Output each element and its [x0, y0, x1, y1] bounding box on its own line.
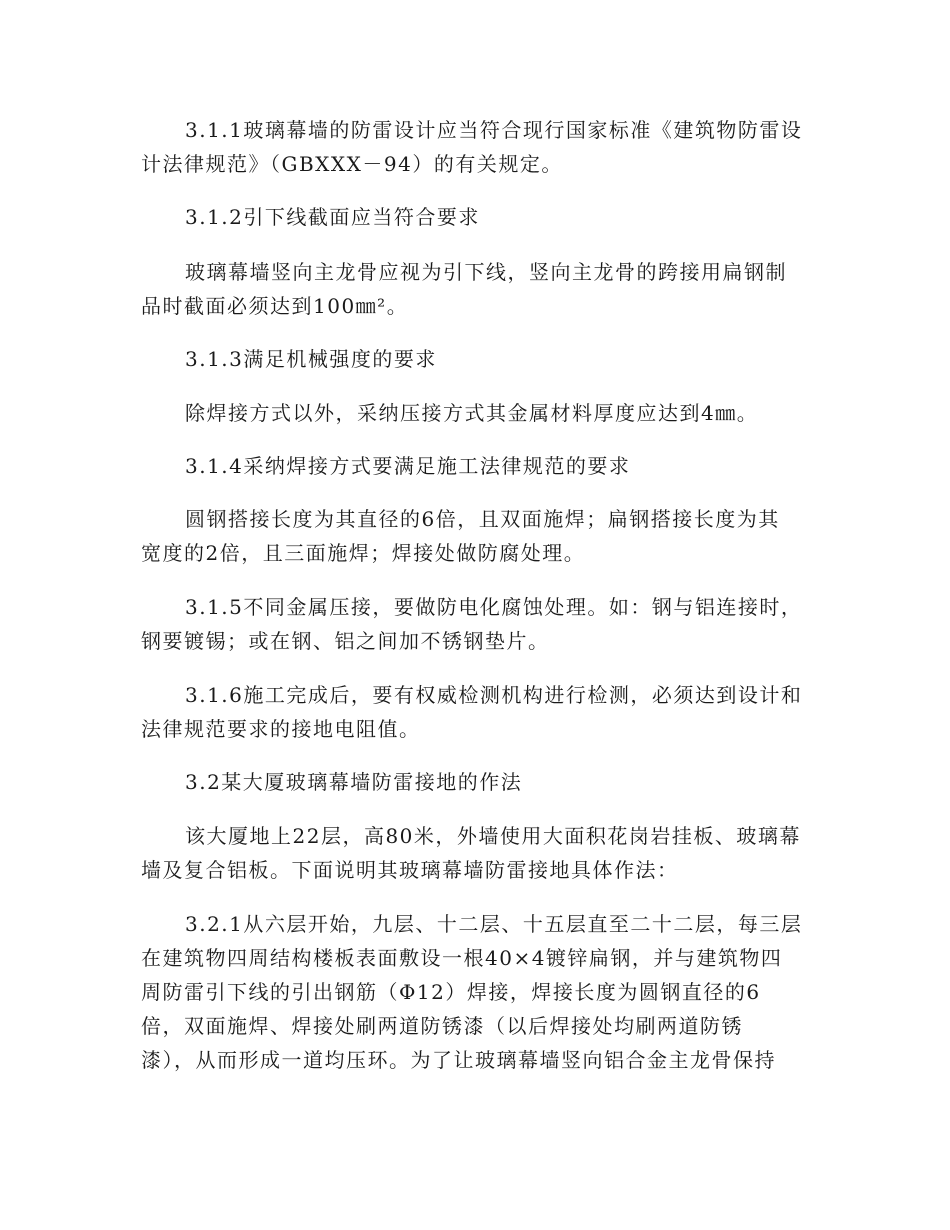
- paragraph-downlead-line-1: 玻璃幕墙竖向主龙骨应视为引下线，竖向主龙骨的跨接用扁钢制: [185, 260, 787, 284]
- heading-3-1-3: 3.1.3满足机械强度的要求: [185, 347, 437, 371]
- heading-3-1-2: 3.1.2引下线截面应当符合要求: [185, 205, 480, 229]
- paragraph-3-2-1-line-2: 在建筑物四周结构楼板表面敷设一根40×4镀锌扁钢，并与建筑物四: [141, 946, 783, 970]
- heading-3-2: 3.2某大厦玻璃幕墙防雷接地的作法: [185, 770, 523, 794]
- paragraph-3-2-1-line-3: 周防雷引下线的引出钢筋（Φ12）焊接，焊接长度为圆钢直径的6: [141, 980, 761, 1004]
- paragraph-3-1-1-line-1: 3.1.1玻璃幕墙的防雷设计应当符合现行国家标准《建筑物防雷设: [185, 118, 803, 142]
- paragraph-building-line-2: 墙及复合铝板。下面说明其玻璃幕墙防雷接地具体作法：: [141, 858, 679, 882]
- paragraph-3-2-1-line-4: 倍，双面施焊、焊接处刷两道防锈漆（以后焊接处均刷两道防锈: [141, 1014, 743, 1038]
- paragraph-3-1-5-line-1: 3.1.5不同金属压接，要做防电化腐蚀处理。如：钢与铝连接时，: [185, 595, 803, 619]
- paragraph-3-2-1-line-5: 漆），从而形成一道均压环。为了让玻璃幕墙竖向铝合金主龙骨保持: [141, 1048, 776, 1072]
- paragraph-3-1-1-line-2: 计法律规范》（GBXXX－94）的有关规定。: [141, 152, 563, 176]
- paragraph-3-1-6-line-2: 法律规范要求的接地电阻值。: [141, 717, 421, 741]
- paragraph-downlead-line-2: 品时截面必须达到100㎜²。: [141, 294, 409, 318]
- paragraph-building-line-1: 该大厦地上22层，高80米，外墙使用大面积花岗岩挂板、玻璃幕: [185, 824, 801, 848]
- paragraph-welding-line-2: 宽度的2倍，且三面施焊；焊接处做防腐处理。: [141, 541, 586, 565]
- paragraph-welding-line-1: 圆钢搭接长度为其直径的6倍，且双面施焊；扁钢搭接长度为其: [185, 507, 780, 531]
- paragraph-3-1-5-line-2: 钢要镀锡；或在钢、铝之间加不锈钢垫片。: [141, 629, 550, 653]
- paragraph-3-2-1-line-1: 3.2.1从六层开始，九层、十二层、十五层直至二十二层，每三层: [185, 912, 803, 936]
- paragraph-mechanical-strength: 除焊接方式以外，采纳压接方式其金属材料厚度应达到4㎜。: [185, 401, 759, 425]
- paragraph-3-1-6-line-1: 3.1.6施工完成后，要有权威检测机构进行检测，必须达到设计和: [185, 683, 803, 707]
- heading-3-1-4: 3.1.4采纳焊接方式要满足施工法律规范的要求: [185, 454, 631, 478]
